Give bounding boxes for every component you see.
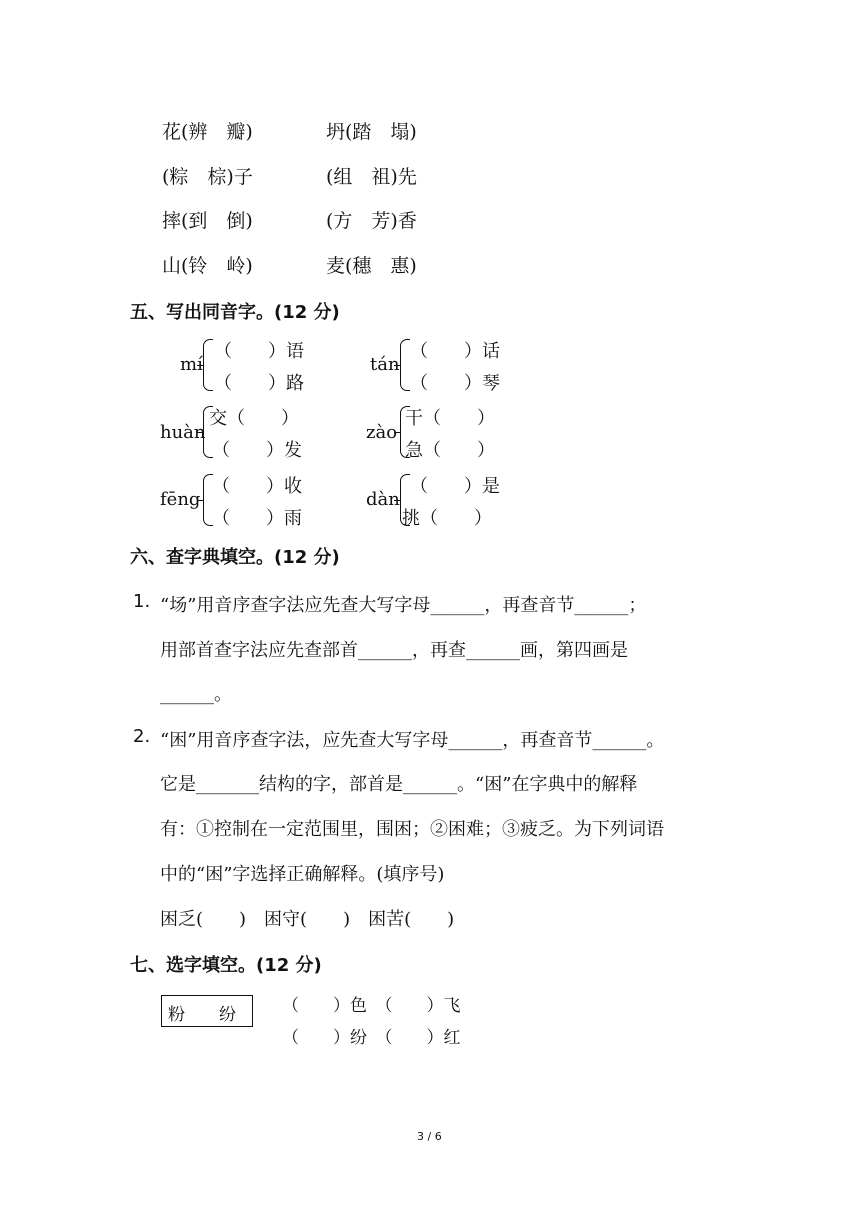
blank-line: 交（ ）	[209, 408, 299, 429]
blank-line: （ ）是	[410, 476, 500, 497]
pinyin-huan: huàn	[160, 422, 206, 443]
pinyin-feng: fēng	[160, 489, 201, 510]
question-2-line-3: 有：①控制在一定范围里，围困；②困难；③疲乏。为下列词语	[160, 819, 664, 840]
word-pair-3-left: 摔(到 倒)	[162, 210, 253, 232]
pinyin-mi: mí	[180, 354, 203, 375]
brace	[400, 339, 410, 391]
fill-row-1: （ ）色 （ ）飞	[282, 996, 461, 1016]
question-1-line-1: “场”用音序查字法应先查大写字母______，再查音节______；	[160, 595, 647, 616]
blank-line: 急（ ）	[405, 440, 495, 461]
blank-line: （ ）雨	[212, 508, 302, 529]
question-2-line-5: 困乏( ) 困守( ) 困苦( )	[160, 909, 455, 930]
word-pair-2-right: (组 祖)先	[326, 166, 417, 188]
blank-line: （ ）路	[214, 373, 304, 394]
pinyin-tan: tán	[370, 354, 400, 375]
blank-line: 挑（ ）	[402, 508, 492, 529]
pinyin-dan: dàn	[366, 489, 400, 510]
section-7-heading: 七、选字填空。(12 分)	[130, 955, 322, 976]
question-2-line-1: “困”用音序查字法，应先查大写字母______，再查音节______。	[160, 730, 665, 751]
blank-line: （ ）话	[410, 341, 500, 362]
pinyin-zao: zào	[366, 422, 398, 443]
blank-line: （ ）语	[214, 341, 304, 362]
page-number: 3 / 6	[417, 1130, 442, 1143]
brace	[203, 339, 213, 391]
blank-line: （ ）琴	[410, 373, 500, 394]
word-pair-1-right: 坍(踏 塌)	[326, 121, 417, 143]
question-2-number: 2.	[133, 726, 151, 747]
blank-line: （ ）发	[212, 440, 302, 461]
word-pair-3-right: (方 芳)香	[326, 210, 417, 232]
question-1-line-2: 用部首查字法应先查部首______，再查______画，第四画是	[160, 640, 628, 661]
question-2-line-2: 它是_______结构的字，部首是______。“困”在字典中的解释	[160, 774, 638, 795]
section-5-heading: 五、写出同音字。(12 分)	[130, 302, 340, 323]
blank-line: （ ）收	[212, 476, 302, 497]
question-1-line-3: ______。	[160, 684, 232, 705]
question-2-line-4: 中的“困”字选择正确解释。(填序号)	[160, 864, 445, 885]
word-pair-4-left: 山(铃 岭)	[162, 255, 253, 277]
word-choice-box-text: 粉 纷	[168, 1005, 236, 1025]
blank-line: 干（ ）	[405, 408, 495, 429]
word-pair-4-right: 麦(穗 惠)	[326, 255, 417, 277]
section-6-heading: 六、查字典填空。(12 分)	[130, 547, 340, 568]
word-pair-2-left: (粽 棕)子	[162, 166, 253, 188]
question-1-number: 1.	[133, 591, 151, 612]
fill-row-2: （ ）纷 （ ）红	[282, 1028, 461, 1048]
word-pair-1-left: 花(辨 瓣)	[162, 121, 253, 143]
